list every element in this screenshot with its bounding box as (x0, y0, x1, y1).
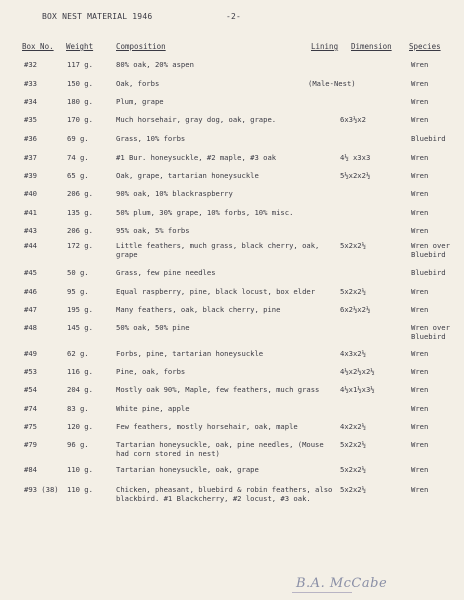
species-value: Wren (411, 171, 429, 180)
weight-value: 195 g. (67, 305, 93, 314)
species-value: Wren over Bluebird (411, 323, 450, 341)
dimension-value: 5x2x2½ (340, 287, 366, 296)
box-number: #46 (24, 287, 37, 296)
box-number: #33 (24, 79, 37, 88)
weight-value: 74 g. (67, 153, 89, 162)
species-value: Wren (411, 485, 429, 494)
page-number: -2- (226, 12, 242, 21)
dimension-value: 4½x2½x2½ (340, 367, 375, 376)
composition-value: Little feathers, much grass, black cherry, oak, grape (116, 241, 320, 259)
weight-value: 135 g. (67, 208, 93, 217)
weight-value: 50 g. (67, 268, 89, 277)
col-header-box-no: Box No. (22, 42, 54, 51)
composition-value: Oak, forbs (116, 79, 160, 88)
composition-value: White pine, apple (116, 404, 190, 413)
weight-value: 206 g. (67, 226, 93, 235)
dimension-value: 4½ x3x3 (340, 153, 371, 162)
composition-value: 80% oak, 20% aspen (116, 60, 194, 69)
composition-value: 90% oak, 10% blackraspberry (116, 189, 233, 198)
box-number: #36 (24, 134, 37, 143)
weight-value: 65 g. (67, 171, 89, 180)
species-value: Wren (411, 385, 429, 394)
weight-value: 117 g. (67, 60, 93, 69)
box-number: #54 (24, 385, 37, 394)
species-value: Wren (411, 404, 429, 413)
dimension-value: 4x2x2½ (340, 422, 366, 431)
species-value: Wren (411, 97, 429, 106)
dimension-value: 4x3x2½ (340, 349, 366, 358)
composition-value: Tartarian honeysuckle, oak, pine needles, (Mouse had corn stored in nest) (116, 440, 324, 458)
composition-value: Grass, few pine needles (116, 268, 216, 277)
weight-value: 83 g. (67, 404, 89, 413)
col-header-species: Species (409, 42, 441, 51)
species-value: Wren (411, 189, 429, 198)
box-number: #41 (24, 208, 37, 217)
dimension-value: 6x3½x2 (340, 115, 366, 124)
dimension-value: (Male-Nest) (308, 79, 356, 88)
weight-value: 110 g. (67, 485, 93, 494)
weight-value: 204 g. (67, 385, 93, 394)
species-value: Wren (411, 349, 429, 358)
signature-line (292, 592, 352, 593)
box-number: #37 (24, 153, 37, 162)
composition-value: Forbs, pine, tartarian honeysuckle (116, 349, 264, 358)
species-value: Wren (411, 79, 429, 88)
weight-value: 172 g. (67, 241, 93, 250)
box-number: #93 (38) (24, 485, 59, 494)
box-number: #74 (24, 404, 37, 413)
weight-value: 170 g. (67, 115, 93, 124)
box-number: #32 (24, 60, 37, 69)
composition-value: 50% oak, 50% pine (116, 323, 190, 332)
dimension-value: 5x2x2½ (340, 485, 366, 494)
species-value: Wren (411, 305, 429, 314)
composition-value: Plum, grape (116, 97, 164, 106)
box-number: #79 (24, 440, 37, 449)
weight-value: 206 g. (67, 189, 93, 198)
composition-value: Many feathers, oak, black cherry, pine (116, 305, 281, 314)
species-value: Wren (411, 465, 429, 474)
signature: B.A. McCabe (296, 576, 388, 591)
species-value: Wren (411, 60, 429, 69)
box-number: #34 (24, 97, 37, 106)
species-value: Wren (411, 422, 429, 431)
species-value: Wren (411, 367, 429, 376)
box-number: #49 (24, 349, 37, 358)
col-header-lining: Lining (311, 42, 339, 51)
composition-value: Chicken, pheasant, bluebird & robin feathers, also blackbird. #1 Blackcherry, #2 locust, #3 oak. (116, 485, 333, 503)
species-value: Bluebird (411, 134, 446, 143)
composition-value: Mostly oak 90%, Maple, few feathers, much grass (116, 385, 320, 394)
col-header-weight: Weight (66, 42, 94, 51)
species-value: Wren (411, 287, 429, 296)
weight-value: 96 g. (67, 440, 89, 449)
composition-value: Much horsehair, gray dog, oak, grape. (116, 115, 277, 124)
composition-value: Few feathers, mostly horsehair, oak, maple (116, 422, 298, 431)
col-header-composition: Composition (116, 42, 166, 51)
box-number: #48 (24, 323, 37, 332)
dimension-value: 5x2x2½ (340, 440, 366, 449)
box-number: #39 (24, 171, 37, 180)
box-number: #84 (24, 465, 37, 474)
dimension-value: 5½x2x2½ (340, 171, 371, 180)
composition-value: Pine, oak, forbs (116, 367, 186, 376)
weight-value: 116 g. (67, 367, 93, 376)
dimension-value: 4½x1½x3½ (340, 385, 375, 394)
col-header-dimension: Dimension (351, 42, 392, 51)
weight-value: 110 g. (67, 465, 93, 474)
box-number: #53 (24, 367, 37, 376)
composition-value: Grass, 10% forbs (116, 134, 186, 143)
species-value: Bluebird (411, 268, 446, 277)
weight-value: 180 g. (67, 97, 93, 106)
weight-value: 120 g. (67, 422, 93, 431)
dimension-value: 5x2x2½ (340, 465, 366, 474)
composition-value: 95% oak, 5% forbs (116, 226, 190, 235)
document-title: BOX NEST MATERIAL 1946 (42, 12, 153, 21)
species-value: Wren (411, 226, 429, 235)
box-number: #47 (24, 305, 37, 314)
box-number: #75 (24, 422, 37, 431)
weight-value: 145 g. (67, 323, 93, 332)
weight-value: 95 g. (67, 287, 89, 296)
composition-value: Equal raspberry, pine, black locust, box elder (116, 287, 316, 296)
composition-value: #1 Bur. honeysuckle, #2 maple, #3 oak (116, 153, 277, 162)
species-value: Wren (411, 208, 429, 217)
box-number: #45 (24, 268, 37, 277)
species-value: Wren (411, 153, 429, 162)
species-value: Wren over Bluebird (411, 241, 450, 259)
weight-value: 150 g. (67, 79, 93, 88)
composition-value: Tartarian honeysuckle, oak, grape (116, 465, 259, 474)
weight-value: 69 g. (67, 134, 89, 143)
box-number: #44 (24, 241, 37, 250)
box-number: #40 (24, 189, 37, 198)
weight-value: 62 g. (67, 349, 89, 358)
box-number: #43 (24, 226, 37, 235)
composition-value: 50% plum, 30% grape, 10% forbs, 10% misc. (116, 208, 294, 217)
dimension-value: 6x2½x2½ (340, 305, 371, 314)
species-value: Wren (411, 440, 429, 449)
dimension-value: 5x2x2½ (340, 241, 366, 250)
composition-value: Oak, grape, tartarian honeysuckle (116, 171, 259, 180)
species-value: Wren (411, 115, 429, 124)
box-number: #35 (24, 115, 37, 124)
